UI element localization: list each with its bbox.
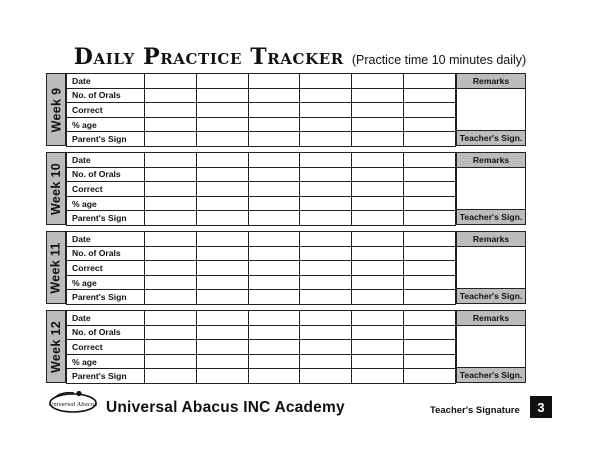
week-label <box>46 73 66 146</box>
entry-cell[interactable] <box>300 275 352 290</box>
entry-cell[interactable] <box>196 196 248 211</box>
entry-cell[interactable] <box>145 153 197 168</box>
entry-cell[interactable] <box>248 354 300 369</box>
page-header <box>0 44 600 74</box>
week-block <box>46 73 526 146</box>
entry-cell[interactable] <box>145 311 197 326</box>
entry-cell[interactable] <box>196 275 248 290</box>
entry-cell[interactable] <box>248 369 300 384</box>
entry-cell[interactable] <box>300 167 352 182</box>
table-row <box>67 232 456 247</box>
table-row <box>67 167 456 182</box>
entry-cell[interactable] <box>196 311 248 326</box>
entry-cell[interactable] <box>352 290 404 305</box>
entry-cell[interactable] <box>248 103 300 118</box>
entry-cell[interactable] <box>352 246 404 261</box>
entry-cell[interactable] <box>404 354 456 369</box>
entry-cell[interactable] <box>352 88 404 103</box>
table-row <box>67 153 456 168</box>
table-row <box>67 354 456 369</box>
entry-cell[interactable] <box>248 153 300 168</box>
row-label: Correct <box>67 103 145 118</box>
entry-cell[interactable] <box>248 167 300 182</box>
entry-cell[interactable] <box>145 117 197 132</box>
entry-cell[interactable] <box>300 153 352 168</box>
entry-cell[interactable] <box>248 290 300 305</box>
entry-cell[interactable] <box>145 167 197 182</box>
entry-cell[interactable] <box>352 74 404 89</box>
row-label: Correct <box>67 182 145 197</box>
week-label <box>46 231 66 304</box>
week-block <box>46 310 526 383</box>
row-label: % age <box>67 354 145 369</box>
remarks-header: Remarks <box>457 74 525 89</box>
week-block <box>46 231 526 304</box>
table-row <box>67 340 456 355</box>
entry-cell[interactable] <box>404 311 456 326</box>
entry-cell[interactable] <box>145 211 197 226</box>
week-label-text: Week 11 <box>49 241 63 294</box>
entry-cell[interactable] <box>145 261 197 276</box>
entry-cell[interactable] <box>145 340 197 355</box>
entry-cell[interactable] <box>404 232 456 247</box>
page-subtitle: (Practice time 10 minutes daily) <box>351 53 527 67</box>
row-label: Date <box>67 311 145 326</box>
row-label: Date <box>67 74 145 89</box>
entry-cell[interactable] <box>300 354 352 369</box>
entry-cell[interactable] <box>248 182 300 197</box>
remarks-header: Remarks <box>457 232 525 247</box>
entry-cell[interactable] <box>352 211 404 226</box>
entry-cell[interactable] <box>145 132 197 147</box>
entry-cell[interactable] <box>145 103 197 118</box>
teacher-sign-label: Teacher's Sign. <box>457 130 525 145</box>
week-label-text: Week 9 <box>49 87 63 132</box>
page-title: Daily Practice Tracker <box>73 44 344 70</box>
remarks-panel[interactable] <box>456 152 526 225</box>
table-row <box>67 103 456 118</box>
practice-grid <box>66 152 456 226</box>
week-label <box>46 152 66 225</box>
entry-cell[interactable] <box>300 340 352 355</box>
remarks-header: Remarks <box>457 311 525 326</box>
entry-cell[interactable] <box>352 232 404 247</box>
entry-cell[interactable] <box>196 117 248 132</box>
entry-cell[interactable] <box>196 132 248 147</box>
entry-cell[interactable] <box>196 354 248 369</box>
entry-cell[interactable] <box>300 232 352 247</box>
entry-cell[interactable] <box>248 132 300 147</box>
table-row <box>67 74 456 89</box>
entry-cell[interactable] <box>404 132 456 147</box>
entry-cell[interactable] <box>248 311 300 326</box>
entry-cell[interactable] <box>248 261 300 276</box>
entry-cell[interactable] <box>145 354 197 369</box>
entry-cell[interactable] <box>300 88 352 103</box>
remarks-panel[interactable] <box>456 73 526 146</box>
entry-cell[interactable] <box>404 246 456 261</box>
entry-cell[interactable] <box>404 325 456 340</box>
entry-cell[interactable] <box>248 325 300 340</box>
entry-cell[interactable] <box>300 369 352 384</box>
entry-cell[interactable] <box>352 103 404 118</box>
entry-cell[interactable] <box>196 153 248 168</box>
entry-cell[interactable] <box>300 103 352 118</box>
entry-cell[interactable] <box>196 167 248 182</box>
entry-cell[interactable] <box>145 325 197 340</box>
teacher-sign-label: Teacher's Sign. <box>457 288 525 303</box>
row-label: Correct <box>67 340 145 355</box>
entry-cell[interactable] <box>300 311 352 326</box>
row-label: % age <box>67 275 145 290</box>
entry-cell[interactable] <box>352 354 404 369</box>
table-row <box>67 246 456 261</box>
entry-cell[interactable] <box>248 88 300 103</box>
entry-cell[interactable] <box>404 167 456 182</box>
entry-cell[interactable] <box>145 246 197 261</box>
entry-cell[interactable] <box>352 311 404 326</box>
entry-cell[interactable] <box>145 232 197 247</box>
entry-cell[interactable] <box>352 261 404 276</box>
row-label: No. of Orals <box>67 167 145 182</box>
entry-cell[interactable] <box>352 167 404 182</box>
entry-cell[interactable] <box>196 290 248 305</box>
entry-cell[interactable] <box>248 246 300 261</box>
entry-cell[interactable] <box>404 103 456 118</box>
academy-name: Universal Abacus INC Academy <box>106 399 345 416</box>
entry-cell[interactable] <box>300 290 352 305</box>
entry-cell[interactable] <box>145 74 197 89</box>
row-label: % age <box>67 117 145 132</box>
table-row <box>67 117 456 132</box>
teacher-signature-label: Teacher's Signature <box>430 405 520 416</box>
row-label: Parent's Sign <box>67 369 145 384</box>
entry-cell[interactable] <box>196 74 248 89</box>
page-number: 3 <box>530 396 552 418</box>
entry-cell[interactable] <box>196 325 248 340</box>
entry-cell[interactable] <box>145 88 197 103</box>
academy-logo <box>48 389 98 415</box>
table-row <box>67 261 456 276</box>
row-label: No. of Orals <box>67 325 145 340</box>
entry-cell[interactable] <box>248 196 300 211</box>
practice-grid <box>66 231 456 305</box>
row-label: No. of Orals <box>67 88 145 103</box>
entry-cell[interactable] <box>404 182 456 197</box>
row-label: Parent's Sign <box>67 211 145 226</box>
entry-cell[interactable] <box>145 196 197 211</box>
entry-cell[interactable] <box>352 117 404 132</box>
row-label: Date <box>67 232 145 247</box>
row-label: No. of Orals <box>67 246 145 261</box>
entry-cell[interactable] <box>352 182 404 197</box>
entry-cell[interactable] <box>352 325 404 340</box>
entry-cell[interactable] <box>145 290 197 305</box>
entry-cell[interactable] <box>404 275 456 290</box>
table-row <box>67 182 456 197</box>
entry-cell[interactable] <box>300 117 352 132</box>
table-row <box>67 290 456 305</box>
entry-cell[interactable] <box>352 132 404 147</box>
entry-cell[interactable] <box>196 340 248 355</box>
entry-cell[interactable] <box>300 211 352 226</box>
entry-cell[interactable] <box>145 369 197 384</box>
entry-cell[interactable] <box>300 246 352 261</box>
entry-cell[interactable] <box>300 132 352 147</box>
entry-cell[interactable] <box>404 117 456 132</box>
entry-cell[interactable] <box>196 211 248 226</box>
week-block <box>46 152 526 225</box>
entry-cell[interactable] <box>404 74 456 89</box>
entry-cell[interactable] <box>248 340 300 355</box>
entry-cell[interactable] <box>248 74 300 89</box>
row-label: Parent's Sign <box>67 132 145 147</box>
entry-cell[interactable] <box>300 74 352 89</box>
remarks-panel[interactable] <box>456 310 526 383</box>
entry-cell[interactable] <box>196 369 248 384</box>
entry-cell[interactable] <box>196 232 248 247</box>
entry-cell[interactable] <box>196 246 248 261</box>
row-label: Correct <box>67 261 145 276</box>
table-row <box>67 132 456 147</box>
entry-cell[interactable] <box>404 340 456 355</box>
entry-cell[interactable] <box>196 103 248 118</box>
practice-grid <box>66 73 456 147</box>
entry-cell[interactable] <box>404 369 456 384</box>
entry-cell[interactable] <box>196 88 248 103</box>
table-row <box>67 196 456 211</box>
table-row <box>67 275 456 290</box>
entry-cell[interactable] <box>248 232 300 247</box>
table-row <box>67 88 456 103</box>
entry-cell[interactable] <box>248 117 300 132</box>
teacher-sign-label: Teacher's Sign. <box>457 367 525 382</box>
table-row <box>67 311 456 326</box>
entry-cell[interactable] <box>352 196 404 211</box>
entry-cell[interactable] <box>352 275 404 290</box>
week-label <box>46 310 66 383</box>
practice-grid <box>66 310 456 384</box>
entry-cell[interactable] <box>300 325 352 340</box>
table-row <box>67 369 456 384</box>
table-row <box>67 211 456 226</box>
entry-cell[interactable] <box>404 261 456 276</box>
entry-cell[interactable] <box>196 182 248 197</box>
entry-cell[interactable] <box>300 196 352 211</box>
entry-cell[interactable] <box>404 153 456 168</box>
row-label: % age <box>67 196 145 211</box>
entry-cell[interactable] <box>352 340 404 355</box>
entry-cell[interactable] <box>404 290 456 305</box>
row-label: Date <box>67 153 145 168</box>
logo-text: Universal Abacus <box>48 402 98 408</box>
entry-cell[interactable] <box>196 261 248 276</box>
remarks-header: Remarks <box>457 153 525 168</box>
entry-cell[interactable] <box>404 88 456 103</box>
entry-cell[interactable] <box>300 182 352 197</box>
entry-cell[interactable] <box>404 196 456 211</box>
week-label-text: Week 12 <box>49 320 63 373</box>
row-label: Parent's Sign <box>67 290 145 305</box>
entry-cell[interactable] <box>352 369 404 384</box>
week-label-text: Week 10 <box>49 162 63 215</box>
teacher-sign-label: Teacher's Sign. <box>457 209 525 224</box>
entry-cell[interactable] <box>145 275 197 290</box>
entry-cell[interactable] <box>248 275 300 290</box>
remarks-panel[interactable] <box>456 231 526 304</box>
entry-cell[interactable] <box>248 211 300 226</box>
entry-cell[interactable] <box>300 261 352 276</box>
table-row <box>67 325 456 340</box>
entry-cell[interactable] <box>145 182 197 197</box>
entry-cell[interactable] <box>352 153 404 168</box>
entry-cell[interactable] <box>404 211 456 226</box>
